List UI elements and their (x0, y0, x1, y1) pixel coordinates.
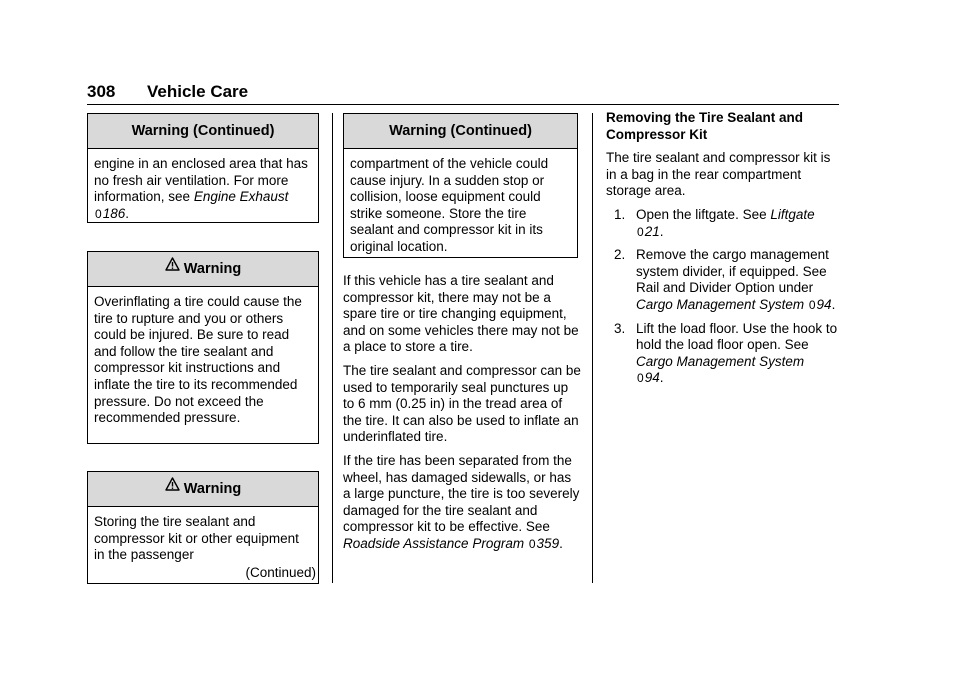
step-item: 1. Open the liftgate. See Liftgate 021. (614, 206, 815, 239)
page-reference[interactable]: 186 (102, 205, 126, 221)
warning-box-body: Overinflating a tire could cause the tire to rupture and you or others could be injured. Be sure to read and follow the tire sealant and compressor kit instructions and inflate the tire to its recommended pressure. Do not exceed the recommended pressure. (94, 294, 302, 426)
warning-box-body: Storing the tire sealant and compressor kit or other equipment in the passenger (94, 514, 299, 563)
warning-box-title: Warning (88, 252, 318, 287)
cross-reference-link[interactable]: Engine Exhaust (193, 189, 289, 205)
cross-reference-link[interactable]: Liftgate (770, 206, 815, 222)
page-ref-arrow-icon: 0 (528, 536, 536, 551)
warning-box-continued-1 (87, 113, 319, 223)
warning-box-body: engine in an enclosed area that has no fresh air ventilation. For more information, see Engine Exhaust 0186. (94, 156, 308, 221)
warning-box-continued-2 (343, 113, 578, 258)
section-title: Vehicle Care (147, 82, 249, 101)
page-reference[interactable]: 94 (816, 296, 832, 312)
cross-reference-link[interactable]: Cargo Management System (636, 296, 805, 312)
column-divider-left (332, 113, 333, 583)
step-item: 3. Lift the load floor. Use the hook to hold the load floor open. See Cargo Management System 094. (614, 320, 838, 386)
middle-column-text (343, 273, 581, 560)
page-ref-arrow-icon: 0 (808, 297, 816, 312)
page-reference[interactable]: 359 (536, 535, 560, 551)
step-list (606, 207, 842, 387)
page-reference[interactable]: 21 (644, 223, 660, 239)
paragraph: The tire sealant and compressor can be used to temporarily seal punctures up to 6 mm (0.25 in) in the tread area of the tire. It can also be used to inflate an underinflated tire. (343, 362, 581, 445)
paragraph: If the tire has been separated from the wheel, has damaged sidewalls, or has a large puncture, the tire is too severely damaged for the tire sealant and compressor kit to be effective. See Roadside Assistance Program 0359. (343, 452, 580, 551)
warning-triangle-icon (165, 250, 180, 284)
section-heading: Removing the Tire Sealant and Compressor Kit (606, 110, 804, 142)
warning-triangle-icon (165, 470, 180, 504)
step-item: 2. Remove the cargo management system divider, if equipped. See Rail and Divider Option under Cargo Management System 094. (614, 247, 836, 312)
page-ref-arrow-icon: 0 (637, 224, 644, 239)
warning-box-overinflating (87, 251, 319, 444)
warning-box-title: Warning (Continued) (88, 114, 318, 149)
warning-box-title: Warning (Continued) (344, 114, 577, 149)
cross-reference-link[interactable]: Roadside Assistance Program (343, 535, 525, 551)
continued-label: (Continued) (245, 564, 316, 580)
page-ref-arrow-icon: 0 (637, 371, 644, 386)
cross-reference-link[interactable]: Cargo Management System (636, 353, 805, 369)
page-number: 308 (87, 82, 116, 101)
column-divider-right (592, 113, 593, 583)
page-header (87, 82, 839, 105)
page-reference[interactable]: 94 (644, 370, 660, 386)
warning-box-body: compartment of the vehicle could cause injury. In a sudden stop or collision, loose equipment could strike someone. Store the tire sealant and compressor kit in its original location. (350, 156, 549, 254)
page-ref-arrow-icon: 0 (95, 206, 102, 221)
right-column-text (606, 110, 842, 394)
paragraph: The tire sealant and compressor kit is in a bag in the rear compartment storage area. (606, 150, 831, 199)
paragraph: If this vehicle has a tire sealant and compressor kit, there may not be a spare tire or tire changing equipment, and on some vehicles there may not be a place to store a tire. (343, 273, 579, 355)
warning-box-title: Warning (88, 472, 318, 507)
warning-box-storing (87, 471, 319, 584)
